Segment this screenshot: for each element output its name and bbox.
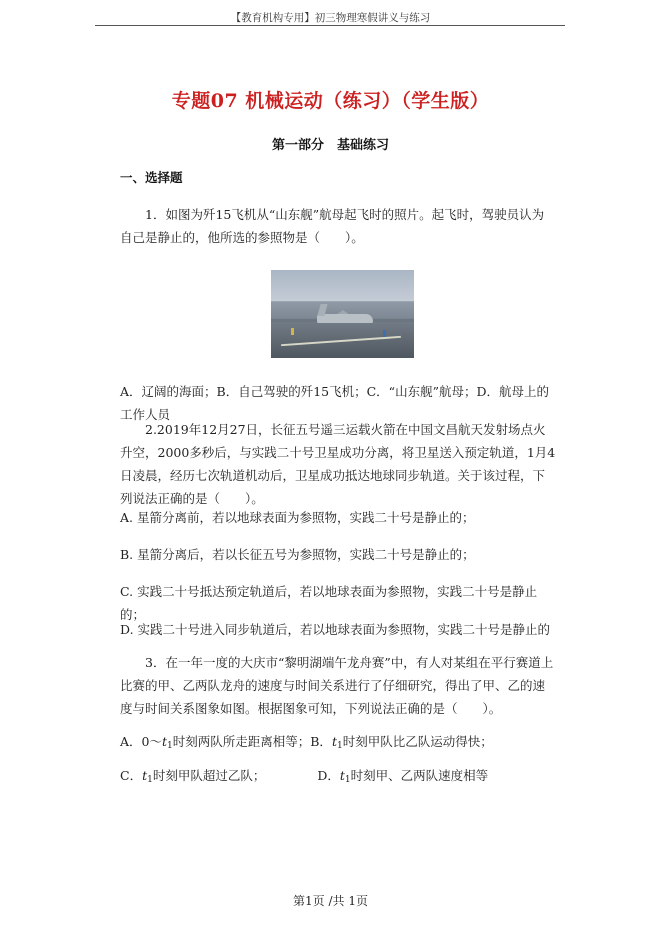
time-symbol: t [331,734,337,749]
question-3-stem: 3．在一年一度的大庆市“黎明湖端午龙舟赛”中，有人对某组在平行赛道上比赛的甲、乙两队龙舟的速度与时间关系进行了仔细研究，得出了甲、乙的速度与时间关系图象如图。根据图象可知，下列说法正确的是（ ）。 [120,655,554,716]
option-c-prefix: C． [120,768,143,783]
aircraft-carrier-jet-photo [271,270,414,358]
deck-crew-yellow [291,328,294,335]
question-2-stem: 2.2019年12月27日，长征五号遥三运载火箭在中国文昌航天发射场点火升空，2000多秒后，与实践二十号卫星成功分离，将卫星送入预定轨道，1月4日凌晨，经历七次轨道机动后，卫星成功抵达地球同步轨道。关于该过程，下列说法正确的是（ ）。 [120,422,556,506]
part-title: 第一部分 基础练习 [271,138,389,153]
time-subscript: 1 [344,775,351,785]
option-c-text: 时刻甲队超过乙队； [152,768,266,783]
deck-crew-blue [383,330,386,337]
option-a-prefix: A．0～ [120,734,162,749]
time-subscript: 1 [167,741,173,751]
page-header: 【教育机构专用】初三物理寒假讲义与练习 [230,12,431,24]
question-2-option-c: C. 实践二十号抵达预定轨道后，若以地球表面为参照物，实践二十号是静止的； [120,584,538,622]
time-subscript: 1 [336,741,343,751]
jet-fuselage [317,314,373,323]
time-symbol: t [339,768,345,783]
header-rule [95,25,565,26]
section-title: 一、选择题 [120,170,183,185]
question-1-options: A．辽阔的海面；B．自己驾驶的歼15飞机；C．“山东舰”航母；D．航母上的工作人员 [120,384,549,422]
document-title: 专题07 机械运动（练习）（学生版） [171,90,490,112]
option-a-text: 时刻两队所走距离相等；B． [172,734,332,749]
option-d-text: 时刻甲、乙两队速度相等 [350,768,489,783]
question-2-option-b: B. 星箭分离后，若以长征五号为参照物，实践二十号是静止的； [120,547,475,562]
option-b-text: 时刻甲队比乙队运动得快； [342,734,493,749]
question-2-option-d: D. 实践二十号进入同步轨道后，若以地球表面为参照物，实践二十号是静止的 [120,622,551,637]
question-2-option-a: A. 星箭分离前，若以地球表面为参照物，实践二十号是静止的； [120,510,475,525]
page-footer: 第1页 /共 1页 [293,894,368,908]
time-symbol: t [161,734,168,749]
time-symbol: t [142,768,148,783]
question-1-stem: 1．如图为歼15飞机从“山东舰”航母起飞时的照片。起飞时，驾驶员认为自己是静止的，他所选的参照物是（ ）。 [120,207,545,245]
question-3-options-ab [120,730,556,758]
question-3-options-cd [120,764,556,792]
option-d-prefix: D． [317,768,340,783]
time-subscript: 1 [147,775,153,785]
